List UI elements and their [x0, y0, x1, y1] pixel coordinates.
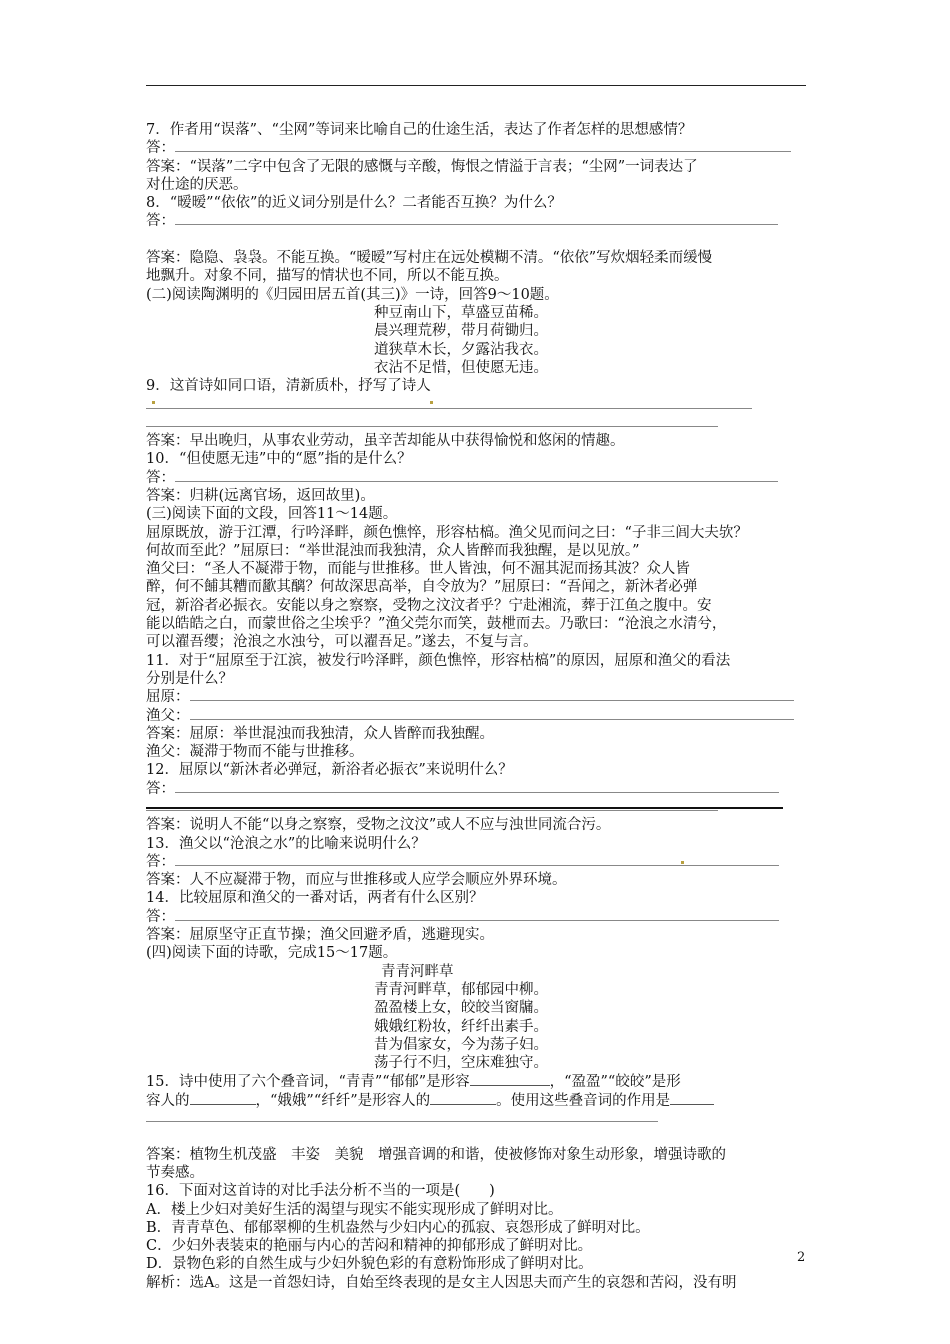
passage-line: 渔父曰：“圣人不凝滞于物，而能与世推移。世人皆浊，何不淈其泥而扬其波？众人皆	[146, 561, 690, 578]
q10-answer-blank[interactable]	[175, 469, 778, 482]
section2-poem-line: 晨兴理荒秽，带月荷锄归。	[374, 323, 548, 340]
q7-answer-line1: 答案：“误落”二字中包含了无限的感慨与辛酸，悔恨之情溢于言表；“尘网”一词表达了	[146, 158, 698, 175]
q15-text: ，“娥娥”“纤纤”是形容人的	[255, 1092, 431, 1109]
q15-text: 。使用这些叠音词的作用是	[496, 1092, 671, 1109]
q11-yufu-field	[146, 707, 812, 725]
section2-poem-line: 种豆南山下，草盛豆苗稀。	[374, 304, 548, 321]
passage-line: 醉，何不餔其糟而歠其醨？何故深思高举，自令放为？”屈原曰：“吾闻之，新沐者必弹	[146, 579, 698, 596]
passage-line: 屈原既放，游于江潭，行吟泽畔，颜色憔悴，形容枯槁。渔父见而问之曰：“子非三闾大夫欤？	[146, 524, 748, 541]
passage-line: 何故而至此？”屈原曰：“举世混浊而我独清，众人皆醉而我独醒，是以见放。”	[146, 542, 640, 559]
q10-answer: 答案：归耕(远离官场，返回故里)。	[146, 487, 375, 504]
q14-answer-blank[interactable]	[175, 908, 779, 921]
q9-answer: 答案：早出晚归，从事农业劳动，虽辛苦却能从中获得愉悦和悠闲的情趣。	[146, 433, 625, 450]
q7-answer-field	[146, 139, 812, 157]
section2-intro: (二)阅读陶渊明的《归园田居五首(其三)》一诗，回答9～10题。	[146, 286, 559, 303]
section2-poem-line: 道狭草木长，夕露沾我衣。	[374, 341, 548, 358]
q11-answer-line2: 渔父：凝滞于物而不能与世推移。	[146, 744, 364, 761]
page-content	[146, 121, 812, 1292]
q15-answer-line1: 答案：植物生机茂盛 丰姿 美貌 增强音调的和谐，使被修饰对象生动形象，增强诗歌的	[146, 1146, 726, 1163]
q15-line2	[146, 1091, 812, 1109]
q11-yufu-blank[interactable]	[190, 707, 794, 720]
q16-option: C．少妇外表装束的艳丽与内心的苦闷和精神的抑郁形成了鲜明对比。	[146, 1238, 593, 1255]
q7-answer-blank[interactable]	[175, 139, 791, 152]
section4-poem-line: 荡子行不归，空床难独守。	[374, 1055, 548, 1072]
passage-line: 冠，新浴者必振衣。安能以身之察察，受物之汶汶者乎？宁赴湘流，葬于江鱼之腹中。安	[146, 597, 712, 614]
q8-question: 8．“暧暧”“依依”的近义词分别是什么？二者能否互换？为什么？	[146, 195, 562, 212]
section4-poem-line: 娥娥红粉妆，纤纤出素手。	[374, 1018, 548, 1035]
section3-intro: (三)阅读下面的文段，回答11～14题。	[146, 506, 398, 523]
q15-line1	[146, 1072, 812, 1090]
q8-answer-blank[interactable]	[175, 212, 778, 225]
q13-answer-field	[146, 853, 812, 871]
poem-title: 青青河畔草	[381, 963, 454, 980]
q15-text: ，“盈盈”“皎皎”是形	[549, 1074, 681, 1091]
q15-answer-blank[interactable]	[146, 1109, 812, 1127]
q12-answer-prefix: 答：	[146, 780, 175, 797]
q8-answer-prefix: 答：	[146, 213, 175, 230]
q15-space	[146, 1127, 812, 1145]
header-rule	[146, 85, 806, 86]
passage-line: 能以皓皓之白，而蒙世俗之尘埃乎？”渔父莞尔而笑，鼓枻而去。乃歌曰：“沧浪之水清兮，	[146, 616, 727, 633]
q16-option: D．景物色彩的自然生成与少妇外貌色彩的有意粉饰形成了鲜明对比。	[146, 1256, 593, 1273]
q16-option: A．楼上少妇对美好生活的渴望与现实不能实现形成了鲜明对比。	[146, 1201, 563, 1218]
q15-text: 15．诗中使用了六个叠音词，“青青”“郁郁”是形容	[146, 1074, 470, 1091]
q10-question: 10．“但使愿无违”中的“愿”指的是什么？	[146, 451, 412, 468]
q14-answer-field	[146, 908, 812, 926]
passage-line: 可以濯吾缨；沧浪之水浊兮，可以濯吾足。”遂去，不复与言。	[146, 634, 538, 651]
section4-poem-line: 盈盈楼上女，皎皎当窗牖。	[374, 1000, 548, 1017]
q15-blank-3[interactable]	[430, 1091, 496, 1105]
q9-question: 9．这首诗如同口语，清新质朴，抒写了诗人	[146, 378, 431, 395]
q11-question-line1: 11．对于“屈原至于江滨，被发行吟泽畔，颜色憔悴，形容枯槁”的原因，屈原和渔父的看法	[146, 652, 731, 669]
q8-answer-line2: 地飘升。对象不同，描写的情状也不同，所以不能互换。	[146, 268, 509, 285]
q11-question-line2: 分别是什么？	[146, 670, 233, 687]
q11-yufu-label: 渔父：	[146, 707, 190, 724]
q15-blank-4[interactable]	[670, 1091, 714, 1105]
q16-analysis: 解析：选A。这是一首怨妇诗，自始至终表现的是女主人因思夫而产生的哀怨和苦闷，没有明	[146, 1274, 737, 1291]
q14-answer-prefix: 答：	[146, 908, 175, 925]
q15-answer-line2: 节奏感。	[146, 1164, 204, 1181]
q13-answer-blank[interactable]	[175, 853, 779, 866]
q9-answer-blank-2[interactable]	[146, 414, 812, 432]
q12-answer: 答案：说明人不能“以身之察察，受物之汶汶”或人不应与浊世同流合污。	[146, 817, 611, 834]
q9-answer-blank-1[interactable]	[146, 395, 812, 413]
q15-text: 容人的	[146, 1092, 190, 1109]
q8-answer-line1: 答案：隐隐、袅袅。不能互换。“暧暧”写村庄在远处模糊不清。“依依”写炊烟轻柔而缓慢	[146, 250, 713, 267]
q14-question: 14．比较屈原和渔父的一番对话，两者有什么区别？	[146, 890, 484, 907]
section4-poem-line: 昔为倡家女，今为荡子妇。	[374, 1036, 548, 1053]
dot-mark	[430, 401, 433, 404]
q12-question: 12．屈原以“新沐者必弹冠，新浴者必振衣”来说明什么？	[146, 762, 513, 779]
q16-question: 16．下面对这首诗的对比手法分析不当的一项是( )	[146, 1183, 495, 1200]
q8-answer-field	[146, 212, 812, 230]
q11-answer-line1: 答案：屈原：举世混浊而我独清，众人皆醉而我独醒。	[146, 725, 494, 742]
q7-answer-prefix: 答：	[146, 140, 175, 157]
q8-answer-space	[146, 231, 812, 249]
q11-quyuan-label: 屈原：	[146, 689, 190, 706]
q16-option: B．青青草色、郁郁翠柳的生机盎然与少妇内心的孤寂、哀怨形成了鲜明对比。	[146, 1219, 650, 1236]
section4-intro: (四)阅读下面的诗歌，完成15～17题。	[146, 945, 398, 962]
q15-blank-1[interactable]	[470, 1072, 550, 1086]
dot-mark	[152, 401, 155, 404]
q12-answer-blank[interactable]	[175, 780, 779, 793]
q12-answer-field	[146, 780, 812, 798]
q14-answer: 答案：屈原坚守正直节操；渔父回避矛盾，逃避现实。	[146, 927, 494, 944]
q10-answer-field	[146, 469, 812, 487]
dot-mark	[681, 861, 684, 864]
q15-blank-2[interactable]	[190, 1091, 256, 1105]
q13-question: 13．渔父以“沧浪之水”的比喻来说明什么？	[146, 835, 426, 852]
page-number: 2	[797, 1250, 806, 1265]
q7-question: 7．作者用“误落”、“尘网”等词来比喻自己的仕途生活，表达了作者怎样的思想感情？	[146, 122, 693, 138]
q11-quyuan-field	[146, 688, 812, 706]
section-divider	[146, 807, 783, 809]
section4-poem-line: 青青河畔草，郁郁园中柳。	[374, 981, 548, 998]
q13-answer-prefix: 答：	[146, 853, 175, 870]
section2-poem-line: 衣沾不足惜，但使愿无违。	[374, 359, 548, 376]
q10-answer-prefix: 答：	[146, 469, 175, 486]
q11-quyuan-blank[interactable]	[190, 688, 794, 701]
q7-answer-line2: 对仕途的厌恶。	[146, 176, 248, 193]
q13-answer: 答案：人不应凝滞于物，而应与世推移或人应学会顺应外界环境。	[146, 872, 567, 889]
